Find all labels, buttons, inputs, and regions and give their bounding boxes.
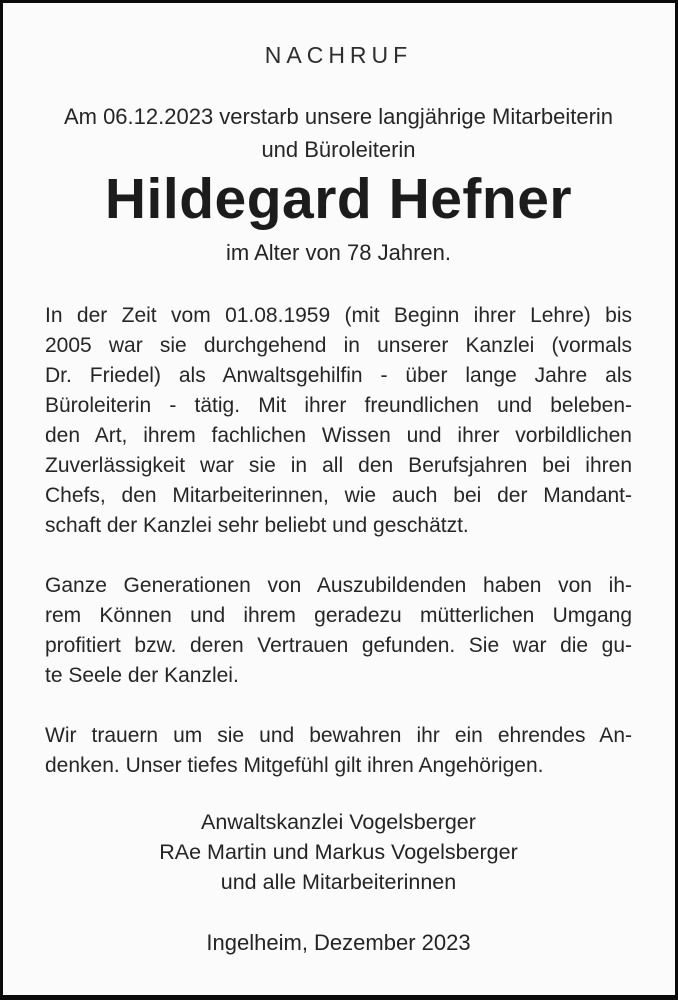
signature-line: RAe Martin und Markus Vogelsberger: [159, 840, 518, 864]
intro-line: Am 06.12.2023 verstarb unsere langjährige Mitarbeiterin: [63, 104, 614, 129]
body-line: 2005 war sie durchgehend in unserer Kanzlei (vormals: [45, 334, 632, 357]
intro-text: [45, 100, 632, 166]
body-line: rem Können und ihrem geradezu mütterlichen Umgang: [45, 604, 632, 627]
body-line: Ganze Generationen von Auszubildenden haben von ih-: [45, 574, 632, 597]
body-line: Zuverlässigkeit war sie in all den Berufsjahren bei ihren: [45, 454, 632, 477]
dateline: Ingelheim, Dezember 2023: [206, 930, 471, 955]
body-line: Wir trauern um sie und bewahren ihr ein ehrendes An-: [45, 724, 632, 747]
body-line: Büroleiterin - tätig. Mit ihrer freundlichen und beleben-: [45, 394, 632, 417]
body-line: denken. Unser tiefes Mitgefühl gilt ihren Angehörigen.: [45, 754, 544, 777]
signature-line: Anwaltskanzlei Vogelsberger: [201, 810, 476, 834]
body-paragraph: [45, 571, 632, 691]
body-line: den Art, ihrem fachlichen Wissen und ihrer vorbildlichen: [45, 424, 632, 447]
body-line: Dr. Friedel) als Anwaltsgehilfin - über lange Jahre als: [45, 364, 632, 387]
body-line: In der Zeit vom 01.08.1959 (mit Beginn ihrer Lehre) bis: [45, 304, 632, 327]
body-line: Chefs, den Mitarbeiterinnen, wie auch bei der Mandant-: [45, 484, 632, 507]
signature-block: [45, 807, 632, 897]
body-paragraph: [45, 721, 632, 781]
deceased-name: Hildegard Hefner: [104, 167, 573, 231]
signature-line: und alle Mitarbeiterinnen: [220, 870, 457, 894]
body-line: schaft der Kanzlei sehr beliebt und geschätzt.: [45, 514, 469, 537]
age-line: im Alter von 78 Jahren.: [225, 240, 451, 265]
body-line: profitiert bzw. deren Vertrauen gefunden. Sie war die gu-: [45, 634, 632, 657]
body-line: te Seele der Kanzlei.: [45, 664, 239, 687]
body-paragraph: [45, 301, 632, 541]
obituary-body: [45, 301, 632, 781]
intro-line: und Büroleiterin: [261, 137, 416, 162]
notice-kicker: NACHRUF: [264, 42, 413, 68]
